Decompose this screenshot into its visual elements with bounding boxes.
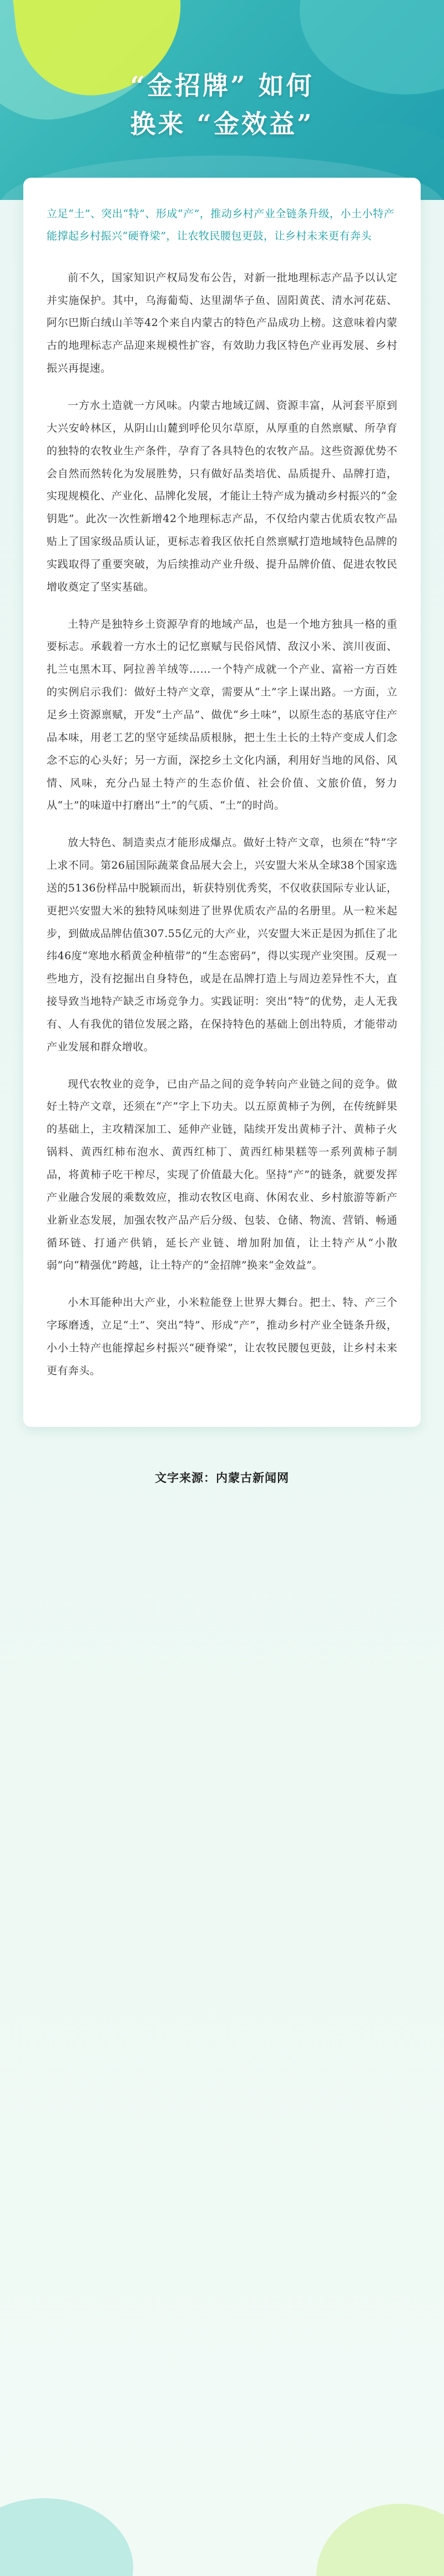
- article-footer: [0, 1450, 444, 1517]
- footer-decoration: [0, 2454, 444, 2576]
- article-paragraph: 土特产是独特乡土资源孕育的地域产品，也是一个地方独具一格的重要标志。承载着一方水土的记忆禀赋与民俗风情、敌汉小米、滨川夜面、扎兰屯黑木耳、阿拉善羊绒等……一个特产成就一个产业、富裕一方百姓的实例启示我们：做好土特产文章，需要从“土”字上谋出路。一方面，立足乡土资源禀赋，开发“土产品”、做优“乡土味”，以原生态的基底守住产品本味，用老工艺的坚守延续品质根脉，把土生土长的土特产变成人们念念不忘的心头好；另一方面，深挖乡土文化内涵，利用好当地的风俗、风情、风味，充分凸显土特产的生态价值、社会价值、文旅价值，努力从“土”的味道中打磨出“土”的气质、“土”的时尚。: [47, 618, 397, 812]
- page-title-line-2: 换来 “金效益”: [130, 109, 314, 139]
- page-header-banner: [0, 0, 444, 200]
- article-card: [23, 178, 421, 1427]
- article-paragraph: 现代农牧业的竞争，已由产品之间的竞争转向产业链之间的竞争。做好土特产文章，还须在“产”字上下功夫。以五原黄柿子为例，在传统鲜果的基础上，主攻精深加工、延伸产业链，陆续开发出黄柿子汁、黄柿子火锅料、黄西红柿布泡水、黄西红柿丁、黄西红柿果糕等一系列黄柿子制品，将黄柿子吃干榨尽，实现了价值最大化。坚持“产”的链条，就要发挥产业融合发展的乘数效应，推动农牧区电商、休闲农业、乡村旅游等新产业新业态发展，加强农牧产品产后分级、包装、仓储、物流、营销、畅通循环链、打通产供销，延长产业链、增加附加值，让土特产从“小散弱”向“精强优”跨越，让土特产的“金招牌”换来“金效益”。: [47, 1077, 397, 1272]
- article-paragraph: 一方水土造就一方风味。内蒙古地域辽阔、资源丰富，从河套平原到大兴安岭林区，从阴山山麓到呼伦贝尔草原，从厚重的自然禀赋、所孕育的独特的农牧业生产条件，孕育了各具特色的农牧产品。这些资源优势不会自然而然转化为发展胜势，只有做好品类培优、品质提升、品牌打造，实现规模化、产业化、品牌化发展，才能让土特产成为撬动乡村振兴的“金钥匙”。此次一次性新增42个地理标志产品，不仅给内蒙古优质农牧产品贴上了国家级品质认证，更标志着我区依托自然禀赋打造地域特色品牌的实践取得了重要突破，为后续推动产业升级、提升品牌价值、促进农牧民增收奠定了坚实基础。: [47, 399, 397, 593]
- decorative-blob-footer-right: [316, 2504, 444, 2576]
- article-lead: 立足“土”、突出“特”、形成“产”，推动乡村产业全链条升级，小土小特产能撑起乡村振兴“硬脊梁”，让农牧民腰包更鼓，让乡村未来更有奔头: [47, 208, 395, 242]
- article-paragraph: 放大特色、制造卖点才能形成爆点。做好土特产文章，也须在“特”字上求不同。第26届国际蔬菜食品展大会上，兴安盟大米从全球38个国家选送的5136份样品中脱颖而出，斩获特别优秀奖，不仅收获国际专业认证，更把兴安盟大米的独特风味刻进了世界优质农产品的名册里。从一粒米起步，到做成品牌估值307.55亿元的大产业，兴安盟大米正是因为抓住了北纬46度“寒地水稻黄金种植带”的“生态密码”，得以实现产业突围。反观一些地方，没有挖掘出自身特色，或是在品牌打造上与周边差异性不大，直接导致当地特产缺乏市场竞争力。实践证明：突出“特”的优势，走人无我有、人有我优的错位发展之路，在保持特色的基础上创出特质，才能带动产业发展和群众增收。: [47, 836, 397, 1053]
- decorative-blob-footer-left: [0, 2498, 133, 2576]
- page-title: [0, 67, 444, 143]
- article-paragraph: 前不久，国家知识产权局发布公告，对新一批地理标志产品予以认定并实施保护。其中，乌海葡萄、达里湖华子鱼、固阳黄芪、清水河花菇、阿尔巴斯白绒山羊等42个来自内蒙古的特色产品成功上榜。这意味着内蒙古的地理标志产品迎来规模性扩容，有效助力我区特色产业再发展、乡村振兴再提速。: [47, 271, 397, 375]
- page-title-line-1: “金招牌” 如何: [130, 71, 314, 101]
- source-attribution: 文字来源：内蒙古新闻网: [155, 1470, 289, 1485]
- article-paragraph: 小木耳能种出大产业，小米粒能登上世界大舞台。把土、特、产三个字琢磨透，立足“土”、突出“特”、形成“产”，推动乡村产业全链条升级，小小土特产也能撑起乡村振兴“硬脊梁”，让农牧民腰包更鼓，让乡村未来更有奔头。: [47, 1296, 397, 1377]
